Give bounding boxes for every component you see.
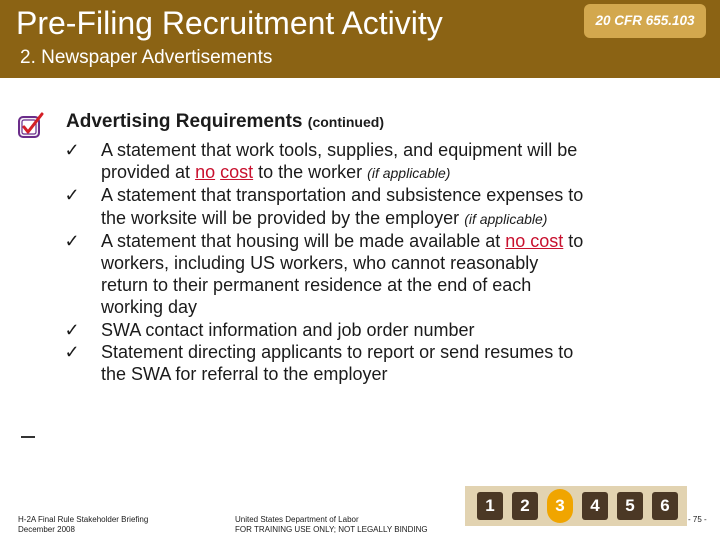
footer-briefing-info — [18, 515, 148, 534]
step-1[interactable]: 1 — [477, 492, 503, 520]
step-5[interactable]: 5 — [617, 492, 643, 520]
section-heading — [66, 111, 384, 133]
cfr-reference-badge: 20 CFR 655.103 — [584, 4, 706, 38]
bullet-text-tail: to the worker — [253, 162, 368, 183]
checkmark-icon: ✓ — [64, 185, 80, 206]
footer-agency-info — [235, 515, 428, 534]
applicability-note: (if applicable) — [464, 210, 548, 227]
checkmark-icon: ✓ — [64, 341, 80, 362]
list-item — [64, 341, 584, 385]
step-4[interactable]: 4 — [582, 492, 608, 520]
bullet-text: A statement that housing will be made available at — [101, 230, 506, 251]
list-item — [64, 184, 584, 229]
bullet-text: A statement that transportation and subsistence expenses to the worksite will be provided by the employer — [101, 185, 584, 228]
dash-marker — [21, 436, 35, 438]
list-item — [64, 139, 584, 184]
step-6[interactable]: 6 — [652, 492, 678, 520]
bullet-text: SWA contact information and job order number — [101, 319, 475, 340]
bullet-text: A statement that work tools, supplies, and equipment will be provided at — [101, 140, 578, 183]
footer-date: December 2008 — [18, 524, 75, 534]
footer-agency: United States Department of Labor — [235, 515, 359, 524]
page-number: - 75 - — [688, 515, 707, 524]
emphasis-no-cost: no cost — [505, 230, 564, 251]
section-heading-suffix: (continued) — [307, 114, 384, 130]
step-2[interactable]: 2 — [512, 492, 538, 520]
applicability-note: (if applicable) — [367, 165, 451, 182]
section-heading-text: Advertising Requirements — [66, 111, 303, 132]
checkmark-icon: ✓ — [64, 140, 80, 160]
emphasis-no: no — [195, 162, 216, 183]
list-item — [64, 319, 584, 341]
footer-disclaimer: FOR TRAINING USE ONLY; NOT LEGALLY BINDING — [235, 524, 428, 534]
checkmark-icon: ✓ — [64, 230, 80, 251]
bullet-text-tail: to workers, including US workers, who cannot reasonably return to their permanent residence at the end of each working day — [101, 230, 584, 318]
footer-briefing-title: H-2A Final Rule Stakeholder Briefing — [18, 515, 149, 524]
step-navigation — [465, 486, 687, 526]
step-3-active[interactable]: 3 — [547, 489, 573, 523]
checkmark-icon: ✓ — [64, 319, 80, 340]
header-banner — [0, 0, 720, 78]
emphasis-cost: cost — [220, 162, 254, 183]
bullet-text: Statement directing applicants to report or send resumes to the SWA for referral to the employer — [101, 341, 574, 385]
page-title: Pre-Filing Recruitment Activity — [16, 5, 443, 41]
checkbox-check-icon — [17, 112, 45, 140]
page-subtitle: 2. Newspaper Advertisements — [20, 47, 273, 68]
requirements-list — [64, 139, 584, 385]
list-item — [64, 230, 584, 319]
